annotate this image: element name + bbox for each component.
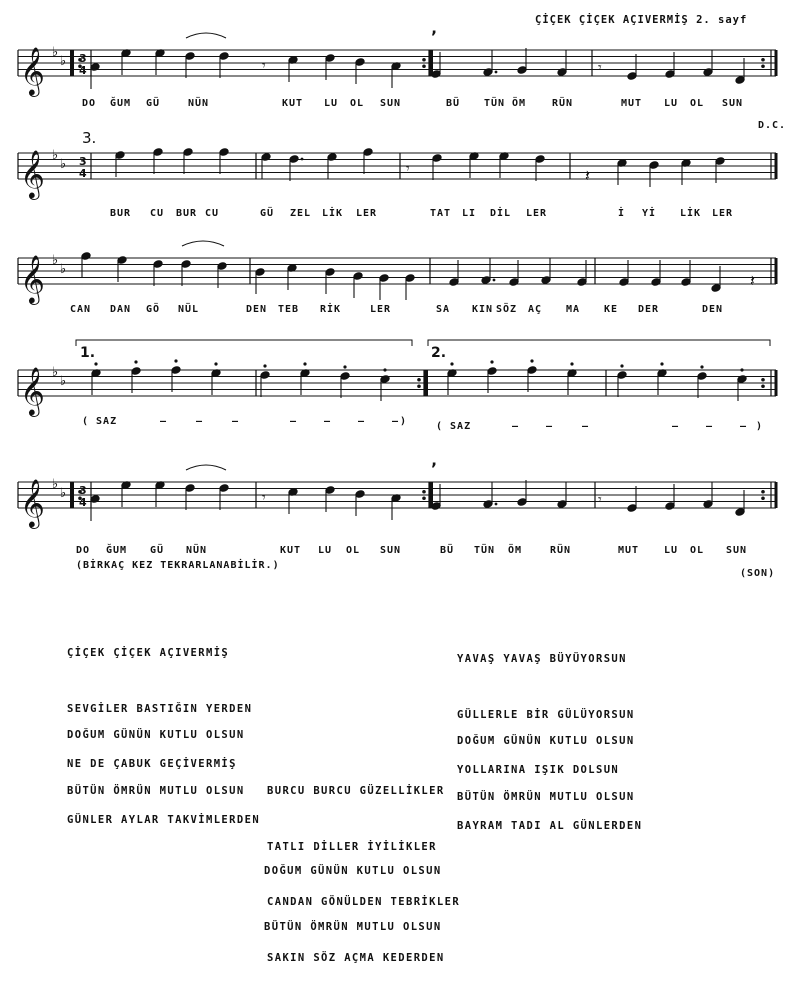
lyric-syllable: NÜN — [186, 545, 208, 556]
lyric-syllable: ĞUM — [106, 545, 128, 556]
lyric-syllable: KIN — [472, 304, 494, 315]
lyric-syllable: MA — [566, 304, 581, 315]
saz-marking: – — [290, 416, 298, 427]
saz-marking: – — [196, 416, 204, 427]
lyric-syllable: CAN — [70, 304, 92, 315]
saz-marking: – — [706, 421, 714, 432]
saz-marking: ) — [400, 416, 408, 427]
verse-line: BÜTÜN ÖMRÜN MUTLU OLSUN — [457, 790, 635, 803]
lyric-syllable: CU — [205, 208, 220, 219]
lyric-syllable: KE — [604, 304, 619, 315]
eighth-rest-icon: 𝄾 — [262, 490, 266, 506]
treble-clef-icon: 𝄞 — [20, 478, 45, 527]
staccato-dot — [383, 368, 386, 371]
lyric-syllable: Yİ — [642, 208, 657, 219]
lyric-syllable: SUN — [380, 98, 402, 109]
lyric-syllable: SA — [436, 304, 451, 315]
flat-icon: ♭ — [60, 374, 67, 389]
lyric-syllable: MUT — [621, 98, 643, 109]
repeat-dot — [761, 58, 765, 62]
slur — [182, 241, 224, 246]
saz-marking: – — [160, 416, 168, 427]
lyric-syllable: OL — [346, 545, 361, 556]
lyric-syllable: LU — [318, 545, 333, 556]
breath-mark: ’ — [431, 459, 438, 478]
verse-left-refrain — [67, 689, 245, 837]
flat-icon: ♭ — [60, 157, 67, 172]
staccato-dot — [700, 365, 703, 368]
repeat-dot — [761, 378, 765, 382]
repeat-bar — [70, 482, 74, 508]
slur — [186, 465, 226, 470]
lyric-syllable: İ — [618, 208, 626, 219]
time-sig: 4 — [79, 167, 87, 180]
lyric-syllable: LU — [664, 545, 679, 556]
lyric-syllable: ĞUM — [110, 98, 132, 109]
slur — [186, 33, 226, 38]
repeat-bar — [424, 370, 428, 396]
saz-marking: – — [358, 416, 366, 427]
flat-icon: ♭ — [52, 45, 59, 60]
verse-line: DOĞUM GÜNÜN KUTLU OLSUN — [67, 729, 245, 741]
lyric-syllable: NÜN — [188, 98, 210, 109]
verse-line: YOLLARINA IŞIK DOLSUN — [457, 764, 620, 776]
staccato-dot — [450, 362, 453, 365]
staccato-dot — [214, 362, 217, 365]
end-marking: (SON) — [740, 568, 776, 579]
treble-clef-icon: 𝄞 — [20, 366, 45, 415]
repeat-dot — [422, 58, 426, 62]
flat-icon: ♭ — [52, 253, 59, 268]
verse-line: BÜTÜN ÖMRÜN MUTLU OLSUN — [67, 784, 245, 797]
staccato-dot — [490, 360, 493, 363]
lyric-syllable: DEN — [702, 304, 724, 315]
verse-line: GÜNLER AYLAR TAKVİMLERDEN — [67, 813, 261, 826]
saz-marking: – — [392, 416, 400, 427]
lyric-syllable: DEN — [246, 304, 268, 315]
staccato-dot — [343, 365, 346, 368]
verse-center-refrain — [264, 825, 442, 973]
treble-clef-icon: 𝄞 — [20, 149, 45, 198]
lyric-syllable: DO — [82, 98, 97, 109]
volta-bracket — [76, 340, 412, 346]
lyric-syllable: BUR — [110, 208, 132, 219]
staccato-dot — [660, 362, 663, 365]
lyric-syllable: ÖM — [508, 545, 523, 556]
lyric-syllable: BÜ — [440, 545, 455, 556]
verse-line: NE DE ÇABUK GEÇİVERMİŞ — [67, 758, 237, 770]
repeat-dot — [417, 378, 421, 382]
staccato-dot — [530, 359, 533, 362]
lyric-syllable: GÖ — [146, 304, 161, 315]
lyric-syllable: ZEL — [290, 208, 312, 219]
repeat-dot — [761, 496, 765, 500]
volta-2: 2. — [431, 345, 447, 361]
treble-clef-icon: 𝄞 — [20, 46, 45, 95]
lyric-syllable: SUN — [722, 98, 744, 109]
page-title: ÇİÇEK ÇİÇEK AÇIVERMİŞ 2. sayf — [535, 14, 748, 26]
staccato-dot — [740, 368, 743, 371]
note-dot — [301, 158, 304, 161]
verse-line: SAKIN SÖZ AÇMA KEDERDEN — [267, 951, 445, 964]
saz-marking: ( SAZ — [436, 421, 472, 432]
dc-marking: D.C. — [758, 120, 787, 131]
verse-right-refrain — [457, 695, 635, 843]
lyric-syllable: ÖM — [512, 98, 527, 109]
lyric-syllable: GÜ — [146, 98, 161, 109]
saz-marking: – — [232, 416, 240, 427]
repeat-dot — [422, 490, 426, 494]
staccato-dot — [94, 362, 97, 365]
repeat-dot — [422, 496, 426, 500]
flat-icon: ♭ — [52, 365, 59, 380]
verse-line: BÜTÜN ÖMRÜN MUTLU OLSUN — [264, 920, 442, 933]
verse-line: YAVAŞ YAVAŞ BÜYÜYORSUN — [457, 653, 627, 665]
lyric-syllable: OL — [350, 98, 365, 109]
lyric-syllable: DO — [76, 545, 91, 556]
verse-line: CANDAN GÖNÜLDEN TEBRİKLER — [267, 896, 461, 908]
time-sig: 3 — [79, 155, 87, 168]
lyric-syllable: KUT — [282, 98, 304, 109]
treble-clef-icon: 𝄞 — [20, 254, 45, 303]
lyric-syllable: LİK — [680, 208, 702, 219]
flat-icon: ♭ — [60, 486, 67, 501]
lyric-syllable: CU — [150, 208, 165, 219]
lyric-syllable: DİL — [490, 208, 512, 219]
repeat-dot — [761, 64, 765, 68]
repeat-dot — [761, 490, 765, 494]
repeat-dot — [761, 384, 765, 388]
time-sig: 4 — [79, 496, 87, 509]
staccato-dot — [570, 362, 573, 365]
eighth-rest-icon: 𝄾 — [598, 60, 602, 76]
verse-line: DOĞUM GÜNÜN KUTLU OLSUN — [264, 865, 442, 877]
saz-marking: – — [672, 421, 680, 432]
lyric-syllable: LER — [370, 304, 392, 315]
quarter-rest-icon: 𝄽 — [585, 166, 590, 185]
repeat-note: (BİRKAÇ KEZ TEKRARLANABİLİR.) — [76, 560, 280, 571]
lyric-syllable: LİK — [322, 208, 344, 219]
lyric-syllable: RÜN — [550, 545, 572, 556]
eighth-rest-icon: 𝄾 — [262, 58, 266, 74]
lyric-syllable: GÜ — [150, 545, 165, 556]
volta-bracket — [428, 340, 770, 346]
saz-marking: – — [324, 416, 332, 427]
saz-marking: ) — [756, 421, 764, 432]
time-sig: 3 — [79, 52, 87, 65]
quarter-rest-icon: 𝄽 — [750, 271, 755, 290]
time-sig: 4 — [79, 64, 87, 77]
repeat-bar — [429, 482, 433, 508]
lyric-syllable: OL — [690, 98, 705, 109]
lyric-syllable: BUR — [176, 208, 198, 219]
repeat-dot — [417, 384, 421, 388]
lyric-syllable: DAN — [110, 304, 132, 315]
saz-marking: – — [546, 421, 554, 432]
repeat-dot — [422, 64, 426, 68]
lyric-syllable: LU — [324, 98, 339, 109]
flat-icon: ♭ — [52, 477, 59, 492]
lyric-syllable: TEB — [278, 304, 300, 315]
repeat-bar — [429, 50, 433, 76]
volta-1: 1. — [80, 345, 96, 361]
lyric-syllable: TAT — [430, 208, 452, 219]
saz-marking: – — [582, 421, 590, 432]
verse-line: SEVGİLER BASTIĞIN YERDEN — [67, 702, 253, 715]
staccato-dot — [620, 364, 623, 367]
saz-marking: ( SAZ — [82, 416, 118, 427]
note-dot — [493, 279, 496, 282]
lyric-syllable: AÇ — [528, 304, 543, 315]
staccato-dot — [263, 364, 266, 367]
lyric-syllable: LER — [356, 208, 378, 219]
verse-line: BURCU BURCU GÜZELLİKLER — [267, 785, 445, 797]
lyric-syllable: MUT — [618, 545, 640, 556]
flat-icon: ♭ — [60, 262, 67, 277]
lyric-syllable: TÜN — [484, 98, 506, 109]
repeat-bar — [70, 50, 74, 76]
lyric-syllable: DER — [638, 304, 660, 315]
breath-mark: ’ — [431, 27, 438, 46]
lyric-syllable: SUN — [726, 545, 748, 556]
lyric-syllable: LER — [526, 208, 548, 219]
flat-icon: ♭ — [60, 54, 67, 69]
lyric-syllable: LU — [664, 98, 679, 109]
lyric-syllable: TÜN — [474, 545, 496, 556]
lyric-syllable: GÜ — [260, 208, 275, 219]
eighth-rest-icon: 𝄾 — [406, 161, 410, 177]
staccato-dot — [174, 359, 177, 362]
verse-line: DOĞUM GÜNÜN KUTLU OLSUN — [457, 735, 635, 747]
lyric-syllable: RÜN — [552, 98, 574, 109]
verse-line: ÇİÇEK ÇİÇEK AÇIVERMİŞ — [67, 647, 230, 659]
staccato-dot — [303, 362, 306, 365]
section-number: 3. — [82, 129, 97, 147]
verse-line: TATLI DİLLER İYİLİKLER — [267, 840, 437, 853]
lyric-syllable: NÜL — [178, 304, 200, 315]
lyric-syllable: SUN — [380, 545, 402, 556]
lyric-syllable: BÜ — [446, 98, 461, 109]
eighth-rest-icon: 𝄾 — [598, 492, 602, 508]
saz-marking: – — [512, 421, 520, 432]
verse-line: GÜLLERLE BİR GÜLÜYORSUN — [457, 708, 635, 721]
saz-marking: – — [740, 421, 748, 432]
lyric-syllable: KUT — [280, 545, 302, 556]
verse-line: BAYRAM TADI AL GÜNLERDEN — [457, 819, 643, 832]
flat-icon: ♭ — [52, 148, 59, 163]
note-dot — [495, 71, 498, 74]
staccato-dot — [134, 360, 137, 363]
lyric-syllable: LI — [462, 208, 477, 219]
lyric-syllable: LER — [712, 208, 734, 219]
note-dot — [495, 503, 498, 506]
time-sig: 3 — [79, 484, 87, 497]
lyric-syllable: OL — [690, 545, 705, 556]
lyric-syllable: SÖZ — [496, 304, 518, 315]
lyric-syllable: RİK — [320, 304, 342, 315]
